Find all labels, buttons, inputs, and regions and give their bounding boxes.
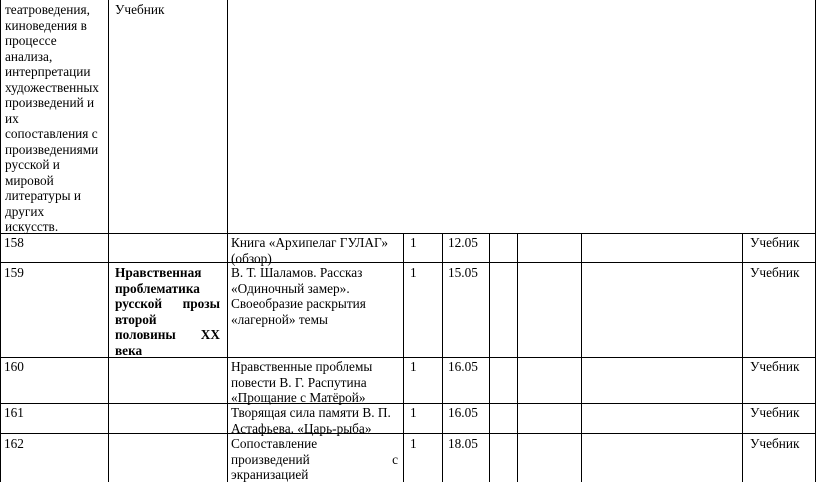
lesson-topic: В. Т. Шаламов. Рассказ «Одиночный замер». Своеобразие раскрытия «лагерной» темы — [231, 265, 366, 327]
description-line: процессе — [5, 33, 57, 48]
description-line: театроведения, — [5, 2, 90, 17]
table-border — [108, 0, 109, 482]
lesson-topic: Творящая сила памяти В. П. Астафьева. «Царь-рыба» — [231, 405, 391, 436]
table-border — [227, 0, 228, 482]
lesson-number: 161 — [4, 405, 24, 420]
hours-cell: 1 — [410, 359, 417, 374]
date-cell: 16.05 — [448, 405, 478, 420]
date-cell: 12.05 — [448, 235, 478, 250]
section-title: Нравственная проблематика русской прозы второй половины XX века — [115, 265, 220, 358]
resource-cell: Учебник — [750, 359, 800, 374]
description-line: художественных — [5, 79, 99, 95]
description-line: других — [5, 203, 45, 219]
hours-cell: 1 — [410, 405, 417, 420]
competency-description — [5, 2, 107, 235]
table-border — [742, 233, 743, 482]
description-line: произведений и — [5, 95, 95, 110]
resource-cell: Учебник — [750, 265, 800, 280]
table-border — [0, 433, 816, 434]
table-border — [0, 0, 1, 482]
date-cell: 16.05 — [448, 359, 478, 374]
lesson-topic: Сопоставление произведений с экранизацией — [231, 436, 398, 482]
hours-cell: 1 — [410, 265, 417, 280]
date-cell: 15.05 — [448, 265, 478, 280]
table-border — [581, 233, 582, 482]
lesson-topic: Нравственные проблемы повести В. Г. Распутина «Прощание с Матёрой» — [231, 359, 373, 405]
lesson-number: 162 — [4, 436, 24, 451]
description-line: литературы и — [5, 188, 81, 203]
lesson-number: 159 — [4, 265, 24, 280]
description-line: искусств. — [5, 219, 59, 234]
description-line: мировой — [5, 172, 54, 188]
table-border — [0, 233, 816, 234]
description-line: сопоставления с — [5, 126, 98, 141]
resource-cell: Учебник — [750, 235, 800, 250]
description-line: произведениями — [5, 141, 99, 157]
hours-cell: 1 — [410, 436, 417, 451]
table-border — [517, 233, 518, 482]
date-cell: 18.05 — [448, 436, 478, 451]
lesson-topic: Книга «Архипелаг ГУЛАГ» (обзор) — [231, 235, 389, 266]
description-line: русской и — [5, 157, 60, 172]
hours-cell: 1 — [410, 235, 417, 250]
description-line: киноведения в — [5, 17, 87, 33]
resource-cell: Учебник — [750, 436, 800, 451]
description-line: интерпретации — [5, 64, 91, 79]
description-line: их — [5, 110, 19, 126]
table-border — [489, 233, 490, 482]
table-border — [442, 233, 443, 482]
lesson-number: 158 — [4, 235, 24, 250]
resource-cell: Учебник — [750, 405, 800, 420]
table-border — [0, 262, 816, 263]
description-line: анализа, — [5, 48, 53, 64]
resource-cell: Учебник — [115, 2, 165, 17]
table-border — [403, 233, 404, 482]
lesson-number: 160 — [4, 359, 24, 374]
table-border — [0, 403, 816, 404]
